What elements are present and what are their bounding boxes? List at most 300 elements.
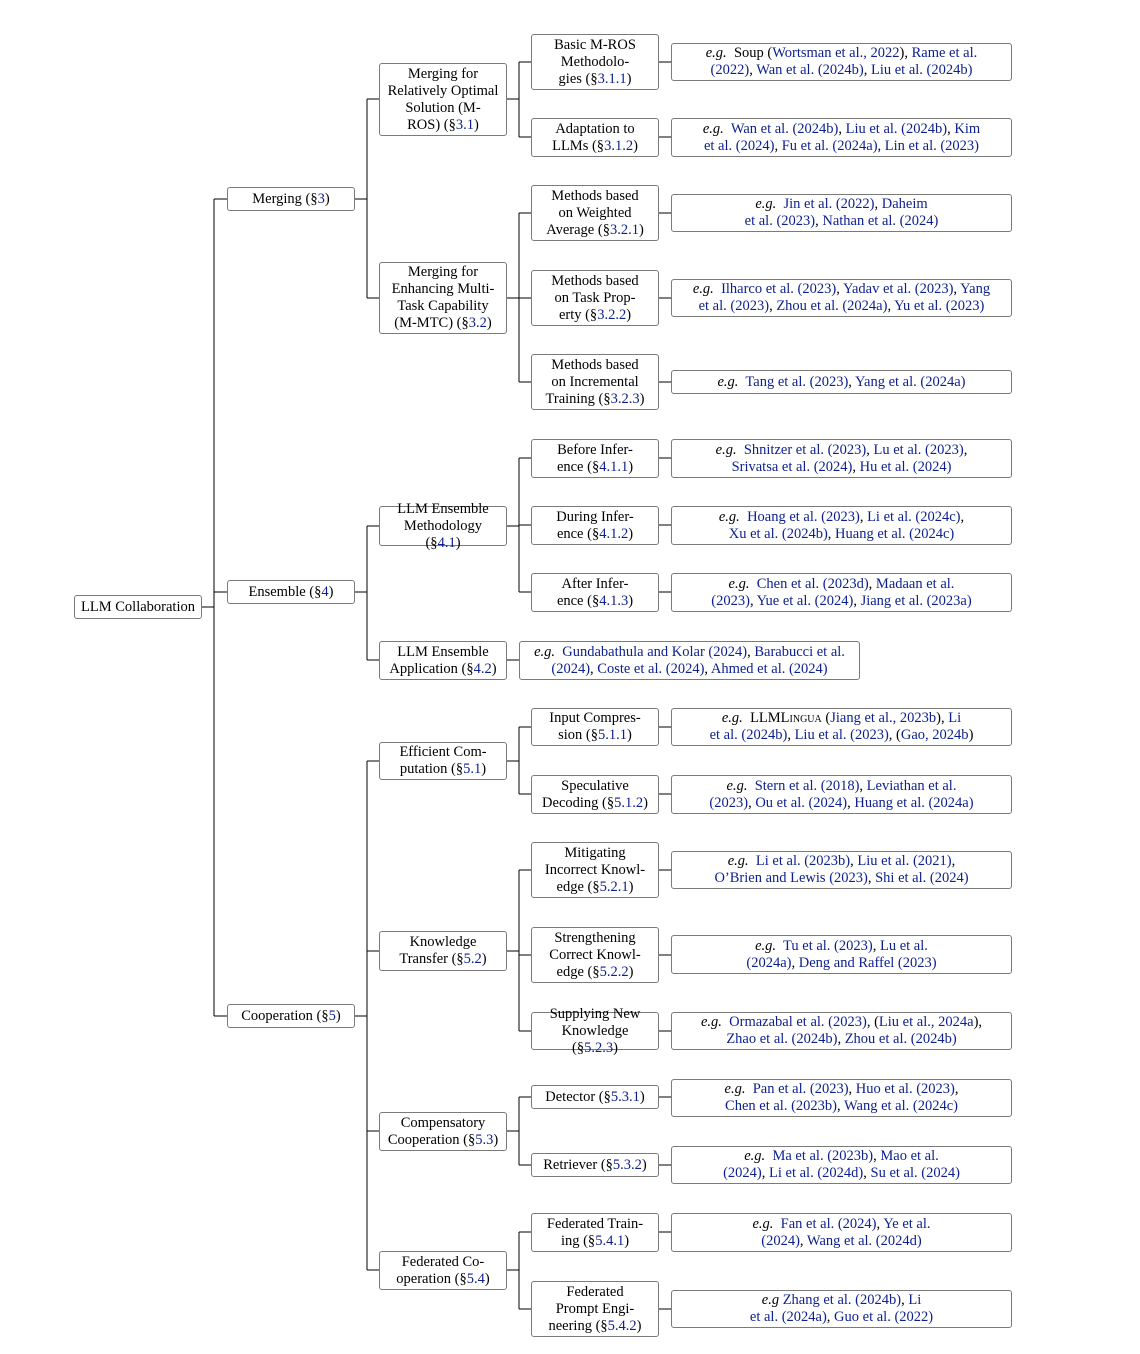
citation: Barabucci et al. <box>754 643 845 660</box>
eg-marker: e.g. <box>724 1081 746 1097</box>
citation: (2023) <box>711 592 750 609</box>
node-label <box>388 1115 498 1149</box>
citation: Li et al. (2024c) <box>867 508 961 525</box>
label-text: After Infer- ence (§ <box>556 575 629 609</box>
citation: Ma et al. (2023b) <box>772 1148 874 1164</box>
leaf-text <box>716 442 968 476</box>
label-text: ) <box>641 1156 647 1173</box>
label-text: Compensatory Cooperation (§ <box>387 1114 486 1148</box>
eg-marker: e.g. <box>727 853 749 869</box>
leaf-4-1-2 <box>671 506 1012 545</box>
punctuation: , <box>867 870 876 886</box>
label-text: ) <box>639 1088 645 1105</box>
label-text: Federated Prompt Engi- neering (§ <box>548 1283 635 1334</box>
label-text: Ensemble (§ <box>248 583 322 600</box>
eg-marker: e.g. <box>726 777 748 794</box>
citation: (2024) <box>761 1232 800 1249</box>
punctuation: , <box>960 508 965 525</box>
label-text: ) <box>626 306 632 323</box>
citation: Wortsman et al., 2022 <box>772 45 900 61</box>
label-text: ) <box>626 70 632 87</box>
node-label <box>252 191 329 208</box>
punctuation: , <box>748 794 756 811</box>
citation: Deng and Raffel (2023) <box>798 954 937 971</box>
leaf-5-2-2 <box>671 935 1012 974</box>
citation: Lu et al. <box>879 937 928 954</box>
node-label <box>552 121 638 155</box>
citation: Stern et al. (2018) <box>754 777 860 794</box>
leaf-4-2 <box>519 641 860 680</box>
label-text: ) <box>484 1270 490 1287</box>
citation: Zhou et al. (2024b) <box>844 1031 957 1047</box>
leaf-3-1-1 <box>671 43 1012 81</box>
punctuation <box>749 576 756 592</box>
citation: et al. (2023) <box>744 213 816 229</box>
label-text: ) <box>455 534 461 551</box>
node-label <box>551 273 638 324</box>
citation: et al. (2024a) <box>749 1309 827 1325</box>
node-ensemble-methodology <box>379 500 507 551</box>
node-efficient-computation <box>379 742 507 780</box>
citation: (2022) <box>710 62 750 78</box>
label-text: ) <box>638 221 644 238</box>
punctuation: , <box>901 1292 909 1308</box>
punctuation: , <box>859 508 868 525</box>
node-5-2-3 <box>531 1005 659 1056</box>
leaf-text <box>710 710 974 744</box>
node-label <box>388 66 499 134</box>
punctuation <box>724 121 731 137</box>
citation: Zhou et al. (2024a) <box>776 298 888 314</box>
node-label <box>556 509 633 543</box>
label-text: Methods based on Task Prop- erty (§ <box>551 272 639 323</box>
punctuation <box>776 938 783 954</box>
section-ref: 5.2 <box>463 951 482 967</box>
punctuation: , <box>747 643 755 660</box>
punctuation: ), <box>899 45 912 61</box>
punctuation: , ( <box>888 727 901 743</box>
label-text: Methods based on Weighted Average (§ <box>546 187 639 238</box>
section-ref: 5 <box>328 1007 336 1024</box>
leaf-text <box>725 1081 959 1115</box>
punctuation: , <box>590 660 598 677</box>
node-label <box>389 644 496 678</box>
node-label <box>241 1008 340 1025</box>
label-text: ) <box>486 315 492 331</box>
citation: Huang et al. (2024c) <box>835 525 955 542</box>
citation: Li <box>948 710 962 726</box>
label-text: Detector (§ <box>545 1088 611 1105</box>
citation: Huo et al. (2023) <box>855 1081 955 1097</box>
section-ref: 5.4 <box>466 1270 485 1287</box>
punctuation: , <box>863 62 871 78</box>
eg-marker: e.g. <box>752 1215 774 1232</box>
citation: Rame et al. <box>911 45 978 61</box>
eg-marker: e.g. <box>715 441 737 458</box>
citation: Gao, 2024b <box>900 727 969 743</box>
citation: Tang et al. (2023) <box>745 373 849 390</box>
label-text: ) <box>481 761 487 777</box>
section-ref: 3 <box>317 190 325 207</box>
leaf-3-1-2 <box>671 118 1012 157</box>
citation: Guo et al. (2022) <box>834 1309 934 1325</box>
leaf-5-4-2 <box>671 1290 1012 1328</box>
section-ref: 5.2.1 <box>599 878 629 895</box>
leaf-text <box>746 938 936 972</box>
citation: Ilharco et al. (2023) <box>721 281 837 297</box>
label-text: ) <box>639 390 645 407</box>
punctuation: , <box>947 120 955 137</box>
leaf-4-1-3 <box>671 573 1012 612</box>
citation: Leviathan et al. <box>866 777 957 794</box>
citation: Yadav et al. (2023) <box>842 281 954 297</box>
citation: et al. (2024b) <box>709 727 788 743</box>
citation: Lin et al. (2023) <box>884 137 980 154</box>
citation: Ahmed et al. (2024) <box>710 660 828 677</box>
punctuation: , <box>848 373 856 390</box>
punctuation <box>743 710 750 726</box>
citation: Wang et al. (2024d) <box>806 1232 922 1249</box>
eg-marker: e.g <box>761 1292 780 1308</box>
citation: (2023) <box>709 794 749 811</box>
label-text: Mitigating Incorrect Knowl- edge (§ <box>544 844 646 895</box>
citation: Chen et al. (2023d) <box>756 575 869 592</box>
punctuation: , <box>853 592 861 609</box>
node-5-4-1 <box>531 1213 659 1252</box>
section-ref: 5.1 <box>463 761 482 777</box>
label-text: ) <box>335 1007 341 1024</box>
citation: Hoang et al. (2023) <box>747 508 860 525</box>
citation: Nathan et al. (2024) <box>822 213 939 229</box>
node-cooperation <box>227 1004 355 1028</box>
node-label <box>546 357 645 408</box>
section-ref: 5.1.1 <box>598 727 627 743</box>
citation: Li <box>908 1292 922 1308</box>
leaf-5-3-2 <box>671 1146 1012 1184</box>
label-text: Merging for Relatively Optimal Solution (M- ROS) (§ <box>387 65 499 133</box>
node-3-1-2 <box>531 118 659 157</box>
citation: Yang et al. (2024a) <box>855 373 966 390</box>
punctuation <box>749 853 756 869</box>
punctuation: , <box>873 1148 881 1164</box>
section-ref: 4.1.1 <box>599 458 629 475</box>
node-label <box>557 442 633 476</box>
punctuation: , <box>836 1098 844 1114</box>
section-ref: 5.4.2 <box>607 1317 637 1334</box>
section-ref: 4.1 <box>437 534 456 551</box>
label-text: ) <box>474 116 479 133</box>
punctuation: , <box>827 525 836 542</box>
punctuation: , <box>887 298 895 314</box>
citation: Hu et al. (2024) <box>859 458 952 475</box>
citation: Jiang et al. (2023a) <box>860 592 972 609</box>
leaf-text <box>693 281 990 315</box>
punctuation: , <box>761 1165 770 1181</box>
citation: Fu et al. (2024a) <box>781 137 878 154</box>
punctuation: , <box>872 937 880 954</box>
citation: (2024) <box>723 1165 762 1181</box>
punctuation: , ( <box>866 1014 879 1030</box>
node-5-1-2 <box>531 775 659 814</box>
eg-marker: e.g. <box>534 643 556 660</box>
leaf-4-1-1 <box>671 439 1012 478</box>
leaf-3-2-2 <box>671 279 1012 317</box>
punctuation: , <box>836 281 843 297</box>
citation: Shi et al. (2024) <box>875 870 969 886</box>
punctuation: , <box>815 213 823 229</box>
eg-marker: e.g. <box>744 1148 766 1164</box>
label-text: LLM Ensemble Application (§ <box>389 643 489 677</box>
node-root-label: LLM Collaboration <box>81 598 195 615</box>
citation: Wan et al. (2024b) <box>756 62 864 78</box>
node-label <box>399 744 486 778</box>
label-text: Knowledge Transfer (§ <box>399 934 477 967</box>
citation: Jin et al. (2022) <box>783 196 875 212</box>
node-5-1-1 <box>531 708 659 746</box>
eg-marker: e.g. <box>717 373 739 390</box>
leaf-text <box>703 121 980 155</box>
label-text: ) <box>628 458 634 475</box>
label-text: ) <box>613 1039 618 1056</box>
label-text: Methods based on Incremental Training (§ <box>545 356 639 407</box>
citation: Fan et al. (2024) <box>780 1215 877 1232</box>
punctuation: , <box>774 137 782 154</box>
punctuation <box>773 1216 780 1232</box>
eg-marker: e.g. <box>721 710 743 726</box>
leaf-5-4-1 <box>671 1213 1012 1252</box>
node-label <box>545 1089 644 1106</box>
leaf-5-2-1 <box>671 851 1012 889</box>
citation: Yang <box>960 281 991 297</box>
punctuation: , <box>859 777 867 794</box>
punctuation: , <box>852 458 860 475</box>
node-4-1-2 <box>531 506 659 545</box>
label-text: Basic M-ROS Methodolo- gies (§ <box>554 36 636 87</box>
citation: Ye et al. <box>883 1215 931 1232</box>
node-5-3-2 <box>531 1153 659 1177</box>
leaf-text <box>723 1148 960 1182</box>
section-ref: 5.3.2 <box>612 1156 642 1173</box>
citation: Li et al. (2023b) <box>755 853 851 869</box>
punctuation: , <box>863 1165 871 1181</box>
punctuation: ( <box>821 710 831 726</box>
citation: Pan et al. (2023) <box>752 1081 849 1097</box>
punctuation: , <box>826 1309 835 1325</box>
node-label <box>548 1284 641 1335</box>
citation: Zhang et al. (2024b) <box>782 1292 902 1308</box>
leaf-text <box>711 576 971 610</box>
node-label <box>549 930 640 981</box>
citation: Wan et al. (2024b) <box>730 120 839 137</box>
node-label <box>557 576 633 610</box>
node-root <box>74 595 202 619</box>
label-text: ) <box>628 525 634 542</box>
section-ref: 5.2.3 <box>584 1039 614 1056</box>
leaf-text <box>534 644 845 678</box>
section-ref: 5.4.1 <box>595 1232 625 1249</box>
punctuation: , <box>954 1081 959 1097</box>
section-ref: 5.1.2 <box>614 794 644 811</box>
punctuation: Soup ( <box>726 45 773 61</box>
punctuation: , <box>876 1215 884 1232</box>
citation: et al. (2024) <box>703 137 775 154</box>
section-ref: 4 <box>321 583 329 600</box>
leaf-text <box>745 196 939 230</box>
citation: Lu et al. (2023) <box>873 441 964 458</box>
eg-marker: e.g. <box>702 120 724 137</box>
leaf-text <box>750 1292 933 1326</box>
citation: (2024a) <box>746 954 792 971</box>
label-text: ) <box>628 963 634 980</box>
punctuation: , <box>838 120 846 137</box>
label-text: ) <box>481 951 487 967</box>
label-text: Strengthening Correct Knowl- edge (§ <box>549 929 641 980</box>
punctuation <box>747 778 754 794</box>
section-ref: 3.2 <box>468 315 487 331</box>
citation: Liu et al. (2023) <box>794 727 889 743</box>
node-label <box>392 264 495 332</box>
eg-marker: e.g. <box>692 281 714 297</box>
leaf-3-2-3 <box>671 370 1012 394</box>
eg-marker: e.g. <box>728 575 750 592</box>
punctuation: , <box>866 441 874 458</box>
node-label <box>537 1006 653 1057</box>
citation: Yu et al. (2023) <box>894 298 985 314</box>
punctuation: , <box>704 660 711 677</box>
punctuation: , <box>847 794 855 811</box>
leaf-3-2-1 <box>671 194 1012 232</box>
section-ref: 4.1.2 <box>599 525 629 542</box>
citation: Ou et al. (2024) <box>755 794 848 811</box>
punctuation <box>737 442 744 458</box>
label-text: Before Infer- ence (§ <box>556 441 633 475</box>
node-label <box>396 1254 489 1288</box>
citation: Huang et al. (2024a) <box>854 794 974 811</box>
label-text: Cooperation (§ <box>241 1007 329 1024</box>
leaf-text <box>701 1014 982 1048</box>
citation: Wang et al. (2024c) <box>843 1098 958 1114</box>
citation: Liu et al. (2024b) <box>870 62 973 78</box>
citation: Zhao et al. (2024b) <box>726 1031 838 1047</box>
node-m-ros <box>379 63 507 136</box>
node-3-2-3 <box>531 354 659 410</box>
section-ref: 3.1.2 <box>604 137 634 154</box>
method-name: LLMLingua <box>750 710 822 726</box>
punctuation: , <box>837 1031 845 1047</box>
eg-marker: e.g. <box>755 196 777 212</box>
leaf-text <box>714 853 968 887</box>
section-ref: 3.1 <box>455 116 475 133</box>
citation: Jiang et al., 2023b <box>830 710 937 726</box>
node-knowledge-transfer <box>379 931 507 971</box>
leaf-text <box>752 1216 930 1250</box>
citation: Madaan et al. <box>875 575 955 592</box>
punctuation: , <box>953 281 961 297</box>
node-5-3-1 <box>531 1085 659 1109</box>
punctuation: ), <box>936 710 949 726</box>
citation: Su et al. (2024) <box>870 1165 960 1181</box>
node-label <box>385 501 501 552</box>
label-text: Federated Co- operation (§ <box>396 1253 485 1287</box>
punctuation: , <box>848 1081 856 1097</box>
node-m-mtc <box>379 262 507 334</box>
leaf-text <box>717 374 965 391</box>
node-label <box>546 188 644 239</box>
citation: Ormazabal et al. (2023) <box>729 1014 867 1030</box>
leaf-5-3-1 <box>671 1079 1012 1117</box>
eg-marker: e.g. <box>700 1014 722 1030</box>
node-3-2-1 <box>531 185 659 241</box>
label-text: Efficient Com- putation (§ <box>399 744 487 777</box>
node-label <box>549 710 640 744</box>
node-label <box>547 1216 643 1250</box>
section-ref: 5.2.2 <box>599 963 629 980</box>
section-ref: 4.2 <box>473 660 492 677</box>
node-label <box>249 584 334 601</box>
citation: Shnitzer et al. (2023) <box>743 441 867 458</box>
punctuation: , <box>791 954 799 971</box>
node-5-2-1 <box>531 842 659 898</box>
punctuation: , <box>874 196 882 212</box>
citation: Li et al. (2024d) <box>769 1165 864 1181</box>
node-label <box>554 37 636 88</box>
node-ensemble-application <box>379 641 507 680</box>
citation: Chen et al. (2023b) <box>725 1098 837 1114</box>
node-ensemble <box>227 580 355 604</box>
punctuation: , <box>868 575 876 592</box>
label-text: Federated Train- ing (§ <box>546 1215 644 1249</box>
node-federated-cooperation <box>379 1251 507 1290</box>
label-text: Input Compres- sion (§ <box>549 710 641 743</box>
citation: Coste et al. (2024) <box>597 660 705 677</box>
punctuation: , <box>799 1232 807 1249</box>
eg-marker: e.g. <box>755 937 777 954</box>
punctuation: , <box>787 727 795 743</box>
citation: Tu et al. (2023) <box>783 937 873 954</box>
citation: Kim <box>954 120 981 137</box>
label-text: Supplying New Knowledge (§ <box>549 1005 641 1056</box>
node-compensatory-cooperation <box>379 1112 507 1151</box>
citation: et al. (2023) <box>698 298 770 314</box>
node-3-1-1 <box>531 34 659 90</box>
node-label <box>542 778 648 812</box>
leaf-5-1-2 <box>671 775 1012 814</box>
citation: (2024) <box>551 660 591 677</box>
label-text: Retriever (§ <box>543 1156 613 1173</box>
leaf-text <box>709 778 973 812</box>
eg-marker: e.g. <box>705 45 727 61</box>
label-text: ) <box>643 794 648 811</box>
punctuation: ) <box>968 727 974 743</box>
label-text: Speculative Decoding (§ <box>542 777 629 811</box>
citation: Mao et al. <box>880 1148 939 1164</box>
punctuation: , <box>877 137 885 154</box>
label-text: LLM Ensemble Methodology (§ <box>397 500 489 551</box>
punctuation <box>714 281 721 297</box>
citation: Gundabathula and Kolar (2024) <box>562 643 748 660</box>
citation: Liu et al., 2024a <box>878 1014 974 1030</box>
punctuation: ), <box>973 1014 983 1030</box>
punctuation: , <box>749 592 757 609</box>
citation: Liu et al. (2024b) <box>845 120 948 137</box>
citation: O’Brien and Lewis (2023) <box>714 870 868 886</box>
node-4-1-3 <box>531 573 659 612</box>
section-ref: 4.1.3 <box>599 592 629 609</box>
punctuation: , <box>850 853 858 869</box>
node-merging <box>227 187 355 211</box>
label-text: Merging for Enhancing Multi- Task Capability (M-MTC) (§ <box>391 264 495 331</box>
label-text: ) <box>636 1317 642 1334</box>
